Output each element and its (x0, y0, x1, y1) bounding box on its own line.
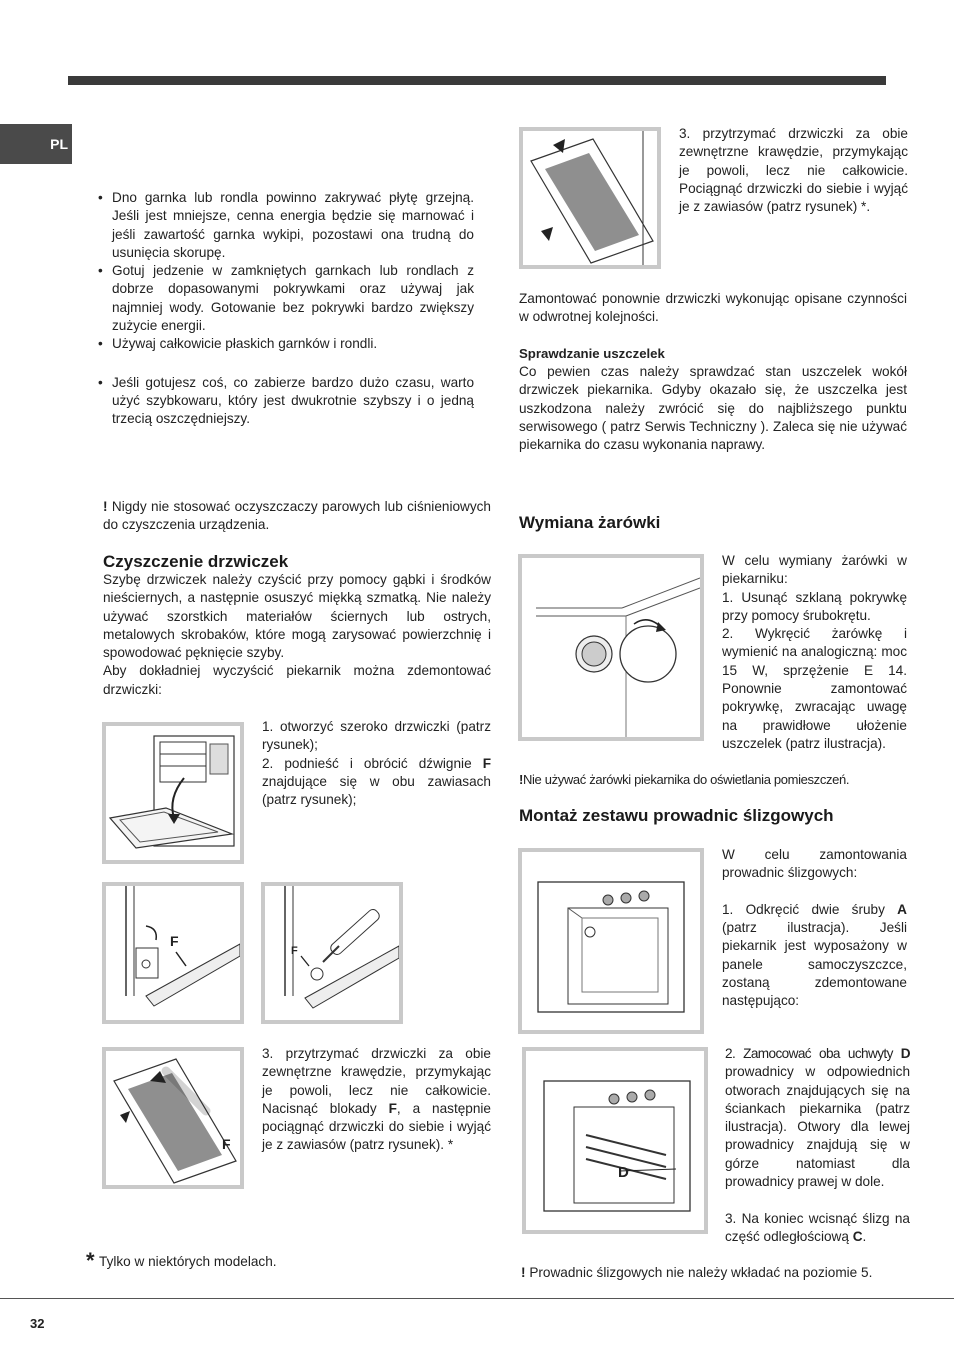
rails-step-2-3: 2. Zamocować oba uchwyty D prowadnicy w odpowiednich otworach znajdujących się na ściankach piekarnika (patrz ilustracja). Otwory dla lewej prowadnicy znajdują się w górze natomiast dla prowadnicy prawej w dole. 3. Na koniec wcisnąć ślizg na część odległościową C. (725, 1046, 910, 1244)
warning-icon: ! (519, 772, 523, 787)
warning-icon: ! (103, 499, 108, 514)
seals-text: Co pewien czas należy sprawdzać stan uszczelek wokół drzwiczek piekarnika. Gdyby okazało się, że uszczelka jest uszkodzona należy zwrócić się do najbliższego punktu serwisowego ( patrz Serwis Techniczny ). Zaleca się nie używać piekarnika do czasu wykonania naprawy. (519, 364, 907, 453)
label-f: F (222, 1136, 231, 1152)
list-item: • Dno garnka lub rondla powinno zakrywać płytę grzejną. Jeśli jest mniejsze, cenna energia będzie się marnować i jeśli zawartość garnka wykipi, pozostawi ona trudną do usunięcia skorupę. (96, 189, 474, 262)
bulb-title: Wymiana żarówki (519, 513, 661, 532)
bulb-text: W celu wymiany żarówki w piekarniku: 1. Usunąć szklaną pokrywkę przy pomocy śrubokrętu. 2. Wykręcić żarówkę i wymienić na analogiczną: moc 15 W, sprzężenie E 14. Ponownie zamontować pokrywkę, zwracając uwagę na prawidłowe ułożenie uszczelek (patrz ilustracja). (722, 553, 907, 751)
figure-hinge-lever (102, 882, 244, 1024)
label-f: F (291, 945, 298, 957)
figure-bulb (518, 554, 704, 741)
list-item: • Jeśli gotujesz coś, co zabierze bardzo dużo czasu, warto użyć szybkowaru, który jest dwukrotnie szybszy i o jedną trzecią oszczędniejszy. (96, 374, 474, 429)
door-cleaning-title: Czyszczenie drzwiczek (103, 552, 289, 571)
door-cleaning-text: Szybę drzwiczek należy czyścić przy pomocy gąbki i środków nieściernych, a następnie osuszyć miękką szmatką. Nie należy używać szorstkich materiałów ściernych lub ostrych, metalowych skrobaków, które mogą zarysować powierzchnię i spowodować pęknięcie szyby. Aby dokładniej wyczyścić piekarnik można zdemontować drzwiczki: (103, 572, 491, 697)
label-f: F (170, 933, 179, 949)
rails-step-1: W celu zamontowania prowadnic ślizgowych: 1. Odkręcić dwie śruby A (patrz ilustracja). Jeśli piekarnik jest wyposażony w panele samoczyszczce, zostaną zdemontowane następująco: (722, 847, 907, 1009)
figure-oven-rails (522, 1047, 708, 1234)
figure-open-door (102, 722, 244, 864)
rails-warning: ! Prowadnic ślizgowych nie należy wkładać na poziomie 5. (521, 1265, 873, 1280)
figure-remove-door-left (102, 1047, 244, 1189)
figure-hinge-screwdriver (261, 882, 403, 1024)
right-door-step-3: 3. przytrzymać drzwiczki za obie zewnętrzne krawędzie, przymykając je powoli, lecz nie całkowicie. Pociągnąć drzwiczki do siebie i wyjąć je z zawiasów (patrz rysunek) *. (679, 126, 908, 215)
seals-title: Sprawdzanie uszczelek (519, 346, 665, 361)
door-step-3: 3. przytrzymać drzwiczki za obie zewnętrzne krawędzie, przymykając je powoli, lecz nie całkowicie. Nacisnąć blokady F, a następnie pociągnąć drzwiczki do siebie i wyjąć je z zawiasów (patrz rysunek). * (262, 1046, 491, 1153)
figure-remove-door-right (519, 127, 661, 269)
figure-oven-screws (518, 848, 704, 1034)
rails-title: Montaż zestawu prowadnic ślizgowych (519, 806, 834, 825)
label-d: D (618, 1164, 629, 1181)
door-step-1-2: 1. otworzyć szeroko drzwiczki (patrz rysunek); 2. podnieść i obrócić dźwignie F znajdujące się w obu zawiasach (patrz rysunek); (262, 719, 491, 808)
list-item: • Gotuj jedzenie w zamkniętych garnkach lub rondlach z dobrze dopasowanymi pokrywkami oraz używaj jak najmniej wody. Gotowanie bez pokrywki bardzo zwiększy zużycie energii. (96, 262, 474, 335)
bulb-warning: !Nie używać żarówki piekarnika do oświetlania pomieszczeń. (519, 772, 850, 787)
page-number: 32 (30, 1316, 45, 1331)
footnote: * Tylko w niektórych modelach. (86, 1248, 277, 1273)
energy-tips-list (96, 189, 474, 429)
reassemble-text: Zamontować ponownie drzwiczki wykonując opisane czynności w odwrotnej kolejności. (519, 291, 907, 325)
list-item: • Używaj całkowicie płaskich garnków i rondli. (96, 335, 474, 353)
steam-warning: ! Nigdy nie stosować oczyszczaczy parowych lub ciśnieniowych do czyszczenia urządzenia. (103, 499, 491, 533)
header-bar (68, 76, 886, 85)
footer-divider (0, 1298, 954, 1299)
language-tab: PL (0, 124, 72, 164)
warning-icon: ! (521, 1265, 526, 1280)
